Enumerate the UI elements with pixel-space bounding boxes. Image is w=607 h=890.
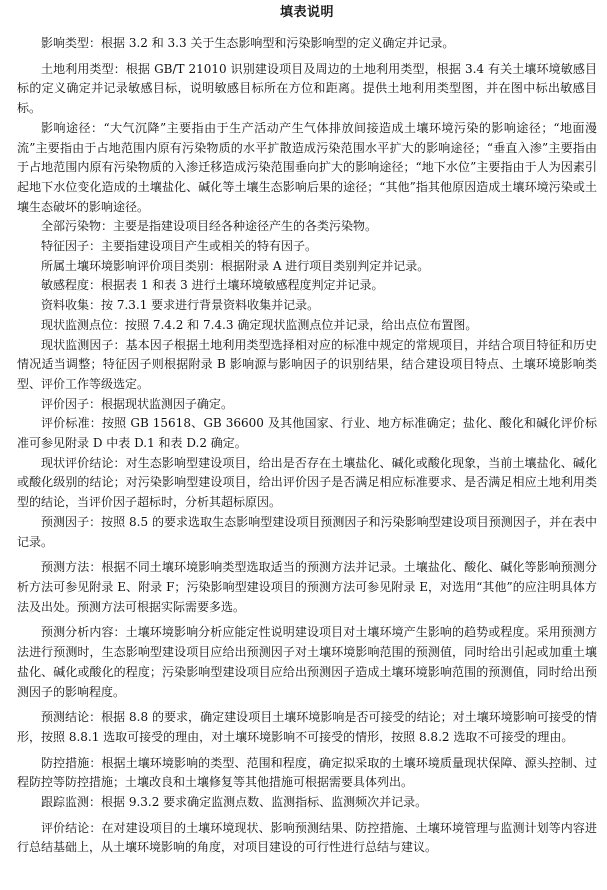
para-data-collection: 资料收集：按 7.3.1 要求进行背景资料收集并记录。	[41, 298, 320, 313]
para-prediction-analysis: 预测分析内容：土壤环境影响分析应能定性说明建设项目对土壤环境产生影响的趋势或程度。采用预测方法进行预测时，生态影响型建设项目应给出预测因子对土壤环境影响范围的预测值，同时给出引起或加重土壤盐化、碱化或酸化的程度；污染影响型建设项目应给出预测因子造成土壤环境影响范围的预测值，同时给出预测因子的影响程度。	[17, 625, 597, 699]
para-monitoring-points: 现状监测点位：按照 7.4.2 和 7.4.3 确定现状监测点位并记录，给出点位布置图。	[41, 317, 478, 332]
para-project-category: 所属土壤环境影响评价项目类别：根据附录 A 进行项目类别判定并记录。	[41, 258, 430, 273]
para-evaluation-conclusion: 评价结论：在对建设项目的土壤环境现状、影响预测结果、防控措施、土壤环境管理与监测计划等内容进行总结基础上，从土壤环境影响的角度，对项目建设的可行性进行总结与建议。	[17, 820, 597, 855]
para-prediction-conclusion: 预测结论：根据 8.8 的要求，确定建设项目土壤环境影响是否可接受的结论；对土壤环境影响可接受的情形，按照 8.8.1 选取可接受的理由，对土壤环境影响不可接受的情形，按照 8.8.2 选取不可接受的理由。	[17, 710, 597, 744]
para-impact-type: 影响类型：根据 3.2 和 3.3 关于生态影响型和污染影响型的定义确定并记录。	[41, 36, 455, 50]
para-follow-up-monitoring: 跟踪监测：根据 9.3.2 要求确定监测点数、监测指标、监测频次并记录。	[41, 795, 428, 810]
para-evaluation-standards: 评价标准：按照 GB 15618、GB 36600 及其他国家、行业、地方标准确定；盐化、酸化和碱化评价标准可参见附录 D 中表 D.1 和表 D.2 确定。	[17, 416, 597, 451]
para-impact-pathway: 影响途径：“大气沉降”主要指由于生产活动产生气体排放间接造成土壤环境污染的影响途径；“地面漫流”主要指由于占地范围内原有污染物质的水平扩散造成污染范围水平扩大的影响途径；“垂直入渗”主要指由于占地范围内原有污染物质的入渗迁移造成污染范围垂向扩大的影响途径；“地下水位”主要指由于人为因素引起地下水位变化造成的土壤盐化、碱化等土壤生态影响后果的途径；“其他”指其他原因造成土壤环境污染或土壤生态破坏的影响途径。	[17, 120, 597, 214]
para-characteristic-factors: 特征因子：主要指建设项目产生或相关的特有因子。	[41, 239, 318, 254]
para-all-pollutants: 全部污染物：主要是指建设项目经各种途径产生的各类污染物。	[41, 219, 378, 234]
para-land-use-type: 土地利用类型：根据 GB/T 21010 识别建设项目及周边的土地利用类型，根据 3.4 有关土壤环境敏感目标的定义确定并记录敏感目标，说明敏感目标所在方位和距离。提供土地利用类型图，并在图中标出敏感目标。	[17, 61, 597, 116]
para-evaluation-factors: 评价因子：根据现状监测因子确定。	[41, 396, 234, 411]
para-sensitivity: 敏感程度：根据表 1 和表 3 进行土壤环境敏感程度判定并记录。	[41, 278, 384, 293]
para-prediction-factors: 预测因子：按照 8.5 的要求选取生态影响型建设项目预测因子和污染影响型建设项目预测因子，并在表中记录。	[17, 514, 597, 549]
para-current-conclusion: 现状评价结论：对生态影响型建设项目，给出是否存在土壤盐化、碱化或酸化现象，当前土壤盐化、碱化或酸化级别的结论；对污染影响型建设项目，给出评价因子是否满足相应标准要求、是否满足相应土地利用类型的结论，当评价因子超标时，分析其超标原因。	[17, 455, 597, 510]
para-prediction-methods: 预测方法：根据不同土壤环境影响类型选取适当的预测方法并记录。土壤盐化、酸化、碱化等影响预测分析方法可参见附录 E、附录 F；污染影响型建设项目的预测方法可参见附录 E，对选用“其他”的应注明具体方法及出处。预测方法可根据实际需要多选。	[17, 560, 597, 614]
document-title: 填表说明	[279, 5, 334, 20]
para-control-measures: 防控措施：根据土壤环境影响的类型、范围和程度，确定拟采取的土壤环境质量现状保障、源头控制、过程防控等防控措施；土壤改良和土壤修复等其他措施可根据需要具体列出。	[17, 755, 597, 790]
para-monitoring-factors: 现状监测因子：基本因子根据土地利用类型选择相对应的标准中规定的常规项目，并结合项目特征和历史情况适当调整；特征因子则根据附录 B 影响源与影响因子的识别结果，结合建设项目特点、土壤环境影响类型、评价工作等级选定。	[17, 337, 597, 391]
